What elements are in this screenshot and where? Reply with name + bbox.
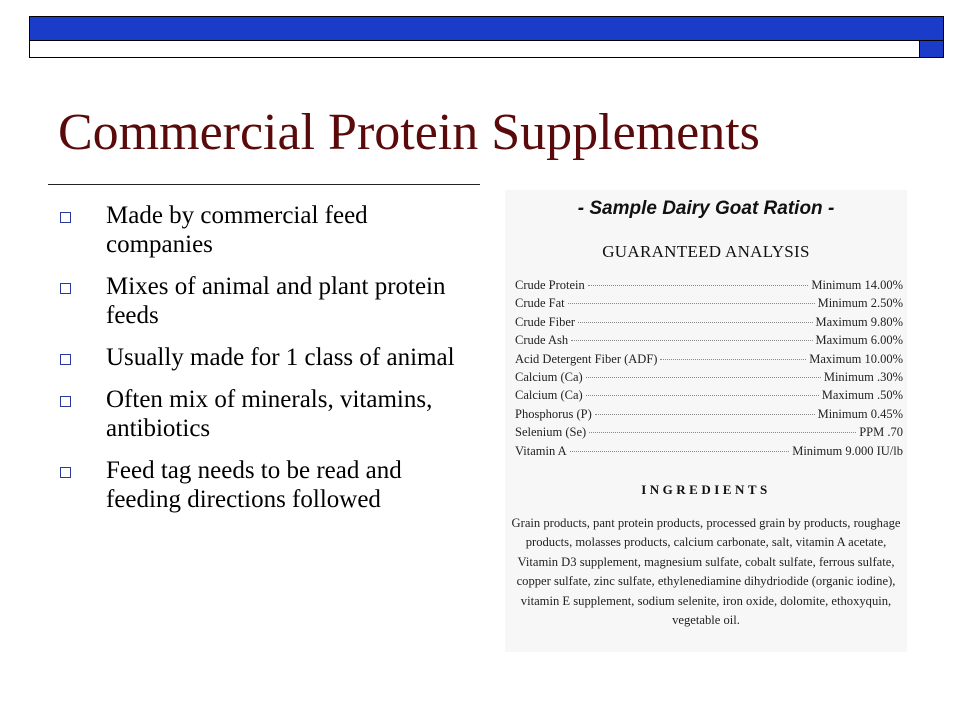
bullet-text: Feed tag needs to be read and feeding directions followed (106, 457, 402, 513)
dot-leader (588, 285, 809, 286)
analysis-nutrient: Calcium (Ca) (515, 369, 583, 384)
analysis-value: Maximum 10.00% (809, 351, 903, 366)
dot-leader (660, 359, 806, 360)
analysis-row (515, 444, 903, 462)
square-bullet-icon (60, 467, 71, 478)
guaranteed-analysis-table (515, 278, 903, 462)
bullet-item (60, 272, 480, 330)
top-decorative-bar-inner (29, 40, 921, 58)
bullet-text: Made by commercial feed companies (106, 202, 368, 258)
analysis-nutrient: Crude Fat (515, 296, 565, 311)
top-decorative-bar (29, 16, 944, 41)
analysis-nutrient: Crude Fiber (515, 314, 576, 329)
bullet-text: Often mix of minerals, vitamins, antibiotics (106, 386, 433, 442)
square-bullet-icon (60, 396, 71, 407)
top-decorative-corner (919, 40, 944, 58)
analysis-row (515, 315, 903, 333)
analysis-row (515, 388, 903, 406)
analysis-row (515, 425, 903, 443)
title-underline (48, 184, 480, 185)
analysis-value: PPM .70 (859, 425, 903, 440)
analysis-value: Maximum .50% (821, 388, 903, 403)
analysis-row (515, 352, 903, 370)
analysis-row (515, 278, 903, 296)
dot-leader (571, 340, 812, 341)
analysis-nutrient: Calcium (Ca) (515, 388, 583, 403)
bullet-text: Usually made for 1 class of animal (106, 344, 455, 371)
square-bullet-icon (60, 354, 71, 365)
analysis-value: Minimum 2.50% (817, 296, 903, 311)
ingredients-text: Grain products, pant protein products, processed grain by products, roughage products, molasses products, calcium carbonate, salt, vitamin A acetate, Vitamin D3 supplement, magnesium sulfate, cobalt sulfate, ferrous sulfate, copper sulfate, zinc sulfate, ethylenediamine dihydriodide (organic iodine), vitamin E supplement, sodium selenite, iron oxide, dolomite, ethoxyquin, vegetable oil. (511, 516, 901, 628)
dot-leader (578, 322, 812, 323)
square-bullet-icon (60, 283, 71, 294)
analysis-value: Minimum 9.000 IU/lb (792, 443, 903, 458)
bullet-item (60, 456, 480, 514)
analysis-nutrient: Phosphorus (P) (515, 406, 592, 421)
guaranteed-analysis-heading: GUARANTEED ANALYSIS (602, 242, 810, 261)
analysis-value: Maximum 9.80% (815, 314, 903, 329)
analysis-value: Minimum 14.00% (811, 278, 903, 292)
analysis-nutrient: Selenium (Se) (515, 425, 587, 440)
bullet-item (60, 201, 480, 259)
analysis-row (515, 370, 903, 388)
analysis-value: Minimum 0.45% (817, 406, 903, 421)
dot-leader (586, 395, 819, 396)
bullet-item (60, 343, 480, 372)
analysis-row (515, 296, 903, 314)
dot-leader (586, 377, 821, 378)
bullet-item (60, 385, 480, 443)
dot-leader (589, 432, 856, 433)
analysis-nutrient: Vitamin A (515, 443, 567, 458)
analysis-value: Maximum 6.00% (815, 333, 903, 348)
analysis-row (515, 333, 903, 351)
feed-tag-heading: - Sample Dairy Goat Ration - (577, 198, 835, 219)
feed-tag-image (505, 190, 907, 652)
ingredients-heading: INGREDIENTS (641, 482, 771, 497)
square-bullet-icon (60, 212, 71, 223)
analysis-value: Minimum .30% (823, 369, 903, 384)
bullet-text: Mixes of animal and plant protein feeds (106, 273, 446, 329)
analysis-nutrient: Acid Detergent Fiber (ADF) (515, 351, 658, 366)
analysis-nutrient: Crude Ash (515, 333, 569, 348)
analysis-nutrient: Crude Protein (515, 278, 585, 292)
analysis-row (515, 407, 903, 425)
dot-leader (568, 303, 815, 304)
dot-leader (570, 451, 790, 452)
slide-title: Commercial Protein Supplements (58, 104, 760, 161)
dot-leader (595, 414, 815, 415)
bullet-list (60, 201, 480, 527)
